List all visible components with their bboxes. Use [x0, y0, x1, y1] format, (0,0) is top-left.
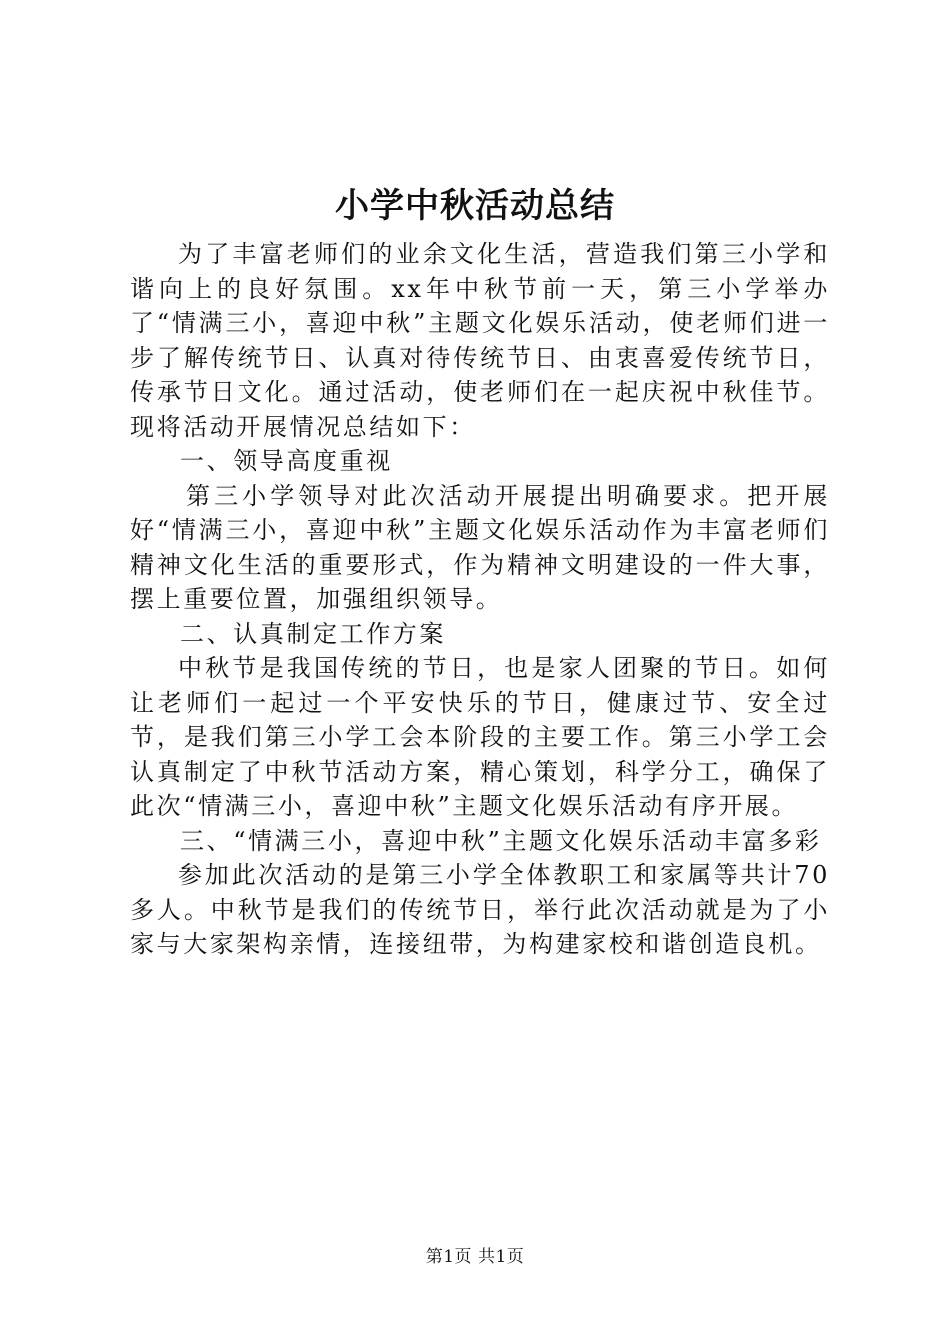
- section-heading-3: 三、“情满三小，喜迎中秋”主题文化娱乐活动丰富多彩: [180, 826, 822, 855]
- section-paragraph-3: 参加此次活动的是第三小学全体教职工和家属等共计70多人。中秋节是我们的传统节日，举行此次活动就是为了小家与大家架构亲情，连接纽带，为构建家校和谐创造良机。: [130, 861, 830, 958]
- intro-paragraph: 为了丰富老师们的业余文化生活，营造我们第三小学和谐向上的良好氛围。xx年中秋节前一天，第三小学举办了“情满三小，喜迎中秋”主题文化娱乐活动，使老师们进一步了解传统节日、认真对待传统节日、由衷喜爱传统节日，传承节日文化。通过活动，使老师们在一起庆祝中秋佳节。现将活动开展情况总结如下：: [130, 240, 830, 441]
- section-heading-2: 二、认真制定工作方案: [180, 619, 446, 648]
- section-paragraph-1: 第三小学领导对此次活动开展提出明确要求。把开展好“情满三小，喜迎中秋”主题文化娱乐活动作为丰富老师们精神文化生活的重要形式，作为精神文明建设的一件大事，摆上重要位置，加强组织领导。: [130, 481, 830, 613]
- page-footer: 第1页 共1页: [425, 1247, 525, 1267]
- section-heading-1: 一、领导高度重视: [180, 447, 393, 475]
- document-title: 小学中秋活动总结: [335, 186, 615, 226]
- section-paragraph-2: 中秋节是我国传统的节日，也是家人团聚的节日。如何让老师们一起过一个平安快乐的节日，健康过节、安全过节，是我们第三小学工会本阶段的主要工作。第三小学工会认真制定了中秋节活动方案，精心策划，科学分工，确保了此次“情满三小，喜迎中秋”主题文化娱乐活动有序开展。: [130, 654, 830, 820]
- document-body: [130, 237, 830, 962]
